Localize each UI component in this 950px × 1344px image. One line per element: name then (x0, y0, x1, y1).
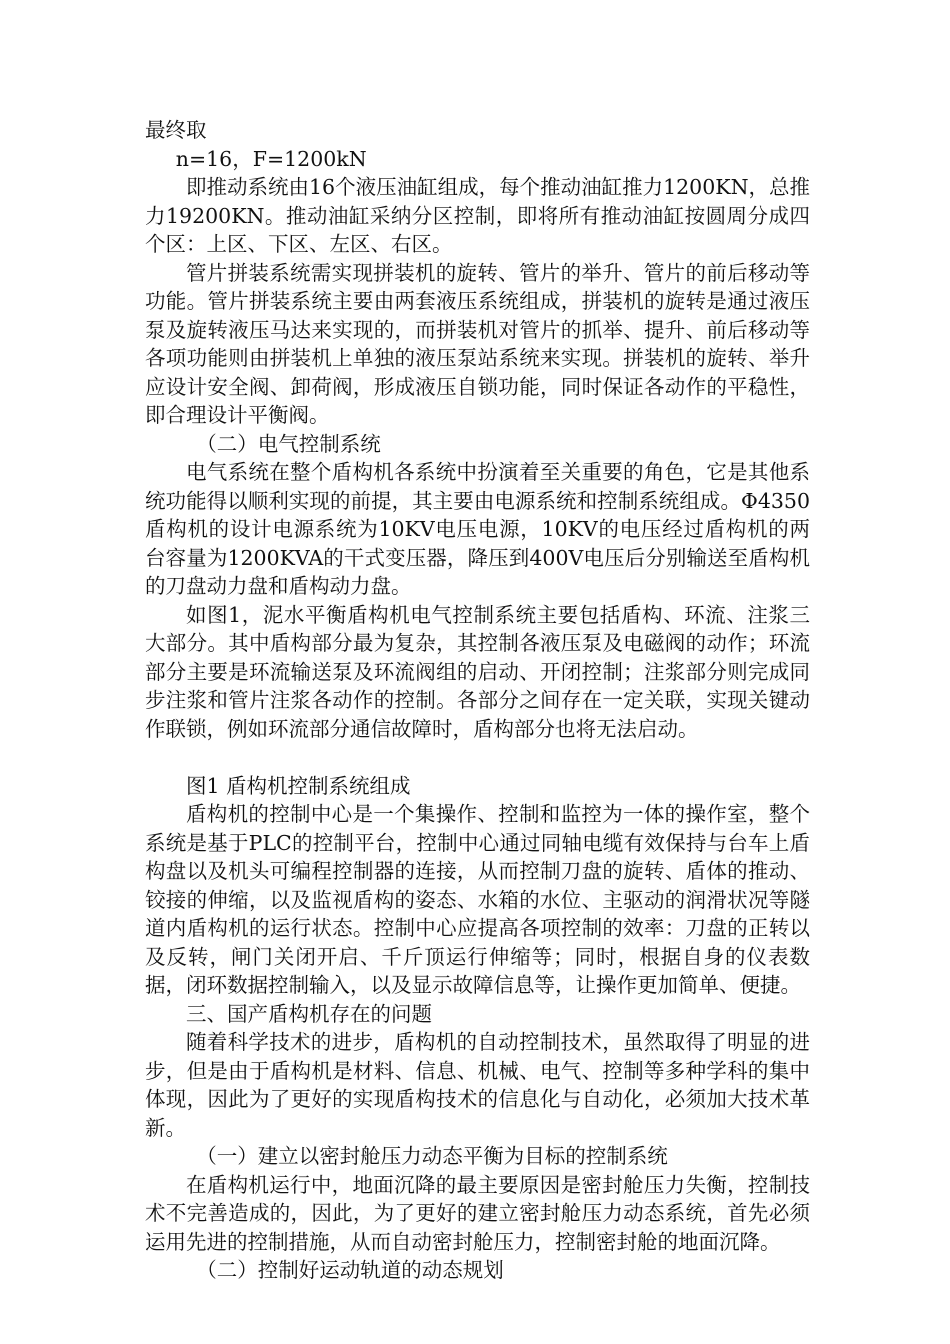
section-heading-electrical: （二）电气控制系统 (196, 431, 381, 456)
paragraph-control-parts: 如图1，泥水平衡盾构机电气控制系统主要包括盾构、环流、注浆三大部分。其中盾构部分最为复杂，其控制各液压泵及电磁阀的动作；环流部分主要是环流输送泵及环流阀组的启动、开闭控制；注浆部分则完成同步注浆和管片注浆各动作的控制。各部分之间存在一定关联，实现关键动作联锁，例如环流部分通信故障时，盾构部分也将无法启动。 (145, 602, 810, 741)
figure-caption: 图1 盾构机控制系统组成 (186, 773, 411, 798)
paragraph-technology-progress: 随着科学技术的进步，盾构机的自动控制技术，虽然取得了明显的进步，但是由于盾构机是材料、信息、机械、电气、控制等多种学科的集中体现，因此为了更好的实现盾构技术的信息化与自动化，必须加大技术革新。 (145, 1030, 810, 1140)
paragraph-control-center: 盾构机的控制中心是一个集操作、控制和监控为一体的操作室，整个系统是基于PLC的控制平台，控制中心通过同轴电缆有效保持与台车上盾构盘以及机头可编程控制器的连接，从而控制刀盘的旋转、盾体的推动、铰接的伸缩，以及监视盾构的姿态、水箱的水位、主驱动的润滑状况等隧道内盾构机的运行状态。控制中心应提高各项控制的效率：刀盘的正转以及反转，闸门关闭开启、千斤顶运行伸缩等；同时，根据自身的仪表数据，闭环数据控制输入，以及显示故障信息等，让操作更加简单、便捷。 (145, 802, 810, 997)
section-heading-pressure-control: （一）建立以密封舱压力动态平衡为目标的控制系统 (196, 1144, 668, 1168)
figure-placeholder (145, 743, 810, 772)
paragraph-thrust-system: 即推动系统由16个液压油缸组成，每个推动油缸推力1200KN，总推力19200KN。推动油缸采纳分区控制，即将所有推动油缸按圆周分成四个区：上区、下区、左区、右区。 (145, 175, 811, 256)
section-heading-problems: 三、国产盾构机存在的问题 (186, 1001, 432, 1026)
paragraph-intro-label: 最终取 (145, 118, 207, 142)
formula-line: n=16，F=1200kN (175, 146, 367, 171)
paragraph-ground-settlement: 在盾构机运行中，地面沉降的最主要原因是密封舱压力失衡，控制技术不完善造成的，因此，为了更好的建立密封舱压力动态系统，首先必须运用先进的控制措施，从而自动密封舱压力，控制密封舱的地面沉降。 (145, 1172, 810, 1254)
paragraph-segment-erector: 管片拼装系统需实现拼装机的旋转、管片的举升、管片的前后移动等功能。管片拼装系统主要由两套液压系统组成，拼装机的旋转是通过液压泵及旋转液压马达来实现的，而拼装机对管片的抓举、提升、前后移动等各项功能则由拼装机上单独的液压泵站系统来实现。拼装机的旋转、举升应设计安全阀、卸荷阀，形成液压自锁功能，同时保证各动作的平稳性，即合理设计平衡阀。 (145, 260, 810, 427)
section-heading-trajectory: （二）控制好运动轨道的动态规划 (196, 1258, 504, 1282)
document-body (145, 116, 810, 1285)
paragraph-electrical-system: 电气系统在整个盾构机各系统中扮演着至关重要的角色，它是其他系统功能得以顺利实现的前提，其主要由电源系统和控制系统组成。Φ4350盾构机的设计电源系统为10KV电压电源，10KV的电压经过盾构机的两台容量为1200KVA的干式变压器，降压到400V电压后分别输送至盾构机的刀盘动力盘和盾构动力盘。 (145, 460, 810, 598)
